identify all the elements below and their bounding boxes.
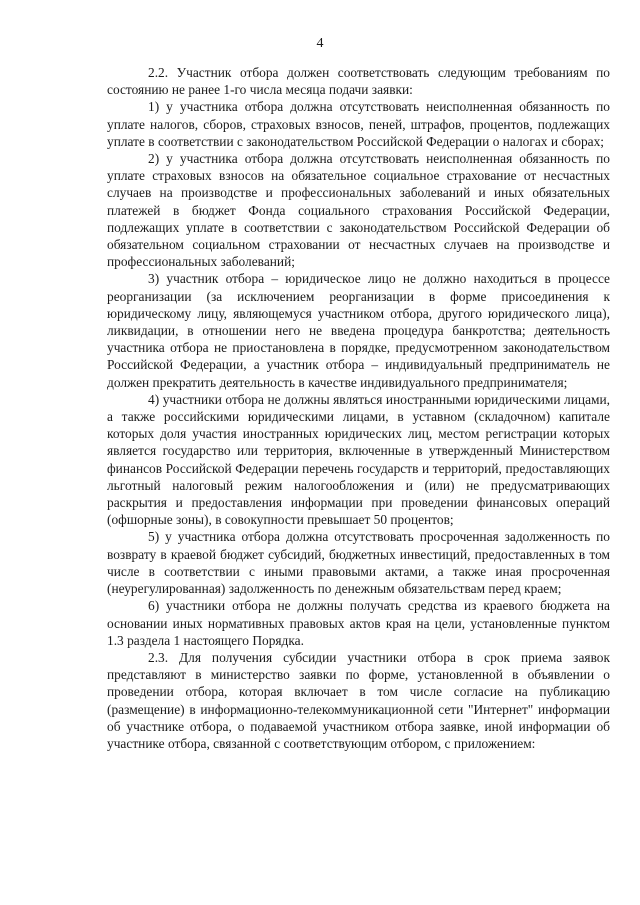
paragraph-2-3: 2.3. Для получения субсидии участники отбора в срок приема заявок представляют в министерство заявки по форме, установленной в объявлении о проведении отбора, которая включает в том числе согласие на публикацию (размещение) в информационно-телекоммуникационной сети "Интернет" информации об участнике отбора, о подаваемой участником отбора заявке, иной информации об участнике отбора, связанной с соответствующим отбором, с приложением:	[107, 649, 610, 751]
paragraph-item-1: 1) у участника отбора должна отсутствовать неисполненная обязанность по уплате налогов, сборов, страховых взносов, пеней, штрафов, процентов, подлежащих уплате в соответствии с законодательством Российской Федерации о налогах и сборах;	[107, 99, 610, 149]
paragraph-item-3: 3) участник отбора – юридическое лицо не должно находиться в процессе реорганизации (за исключением реорганизации в форме присоединения к юридическому лицу, являющемуся участником отбора, другого юридического лица), ликвидации, в отношении него не введена процедура банкротства; деятельность участника отбора не приостановлена в порядке, предусмотренном законодательством Российской Федерации, а участник отбора – индивидуальный предприниматель не должен прекратить деятельность в качестве индивидуального предпринимателя;	[107, 271, 610, 390]
paragraph-item-5: 5) у участника отбора должна отсутствовать просроченная задолженность по возврату в краевой бюджет субсидий, бюджетных инвестиций, предоставленных в том числе в соответствии с иными правовыми актами, а также иная просроченная (неурегулированная) задолженность по денежным обязательствам перед краем;	[107, 529, 610, 597]
page-number: 4	[316, 36, 324, 51]
document-body	[107, 64, 610, 752]
paragraph-item-6: 6) участники отбора не должны получать средства из краевого бюджета на основании иных нормативных правовых актов края на цели, установленные пунктом 1.3 раздела 1 настоящего Порядка.	[107, 598, 610, 648]
paragraph-2-2: 2.2. Участник отбора должен соответствовать следующим требованиям по состоянию не ранее 1-го числа месяца подачи заявки:	[107, 65, 610, 98]
paragraph-item-2: 2) у участника отбора должна отсутствовать неисполненная обязанность по уплате страховых взносов на обязательное социальное страхование от несчастных случаев на производстве и профессиональных заболеваний и иных обязательных платежей в бюджет Фонда социального страхования Российской Федерации, подлежащих уплате в соответствии с законодательством Российской Федерации об обязательном социальном страховании от несчастных случаев на производстве и профессиональных заболеваний;	[107, 151, 610, 270]
paragraph-item-4: 4) участники отбора не должны являться иностранными юридическими лицами, а также российскими юридическими лицами, в уставном (складочном) капитале которых доля участия иностранных юридических лиц, местом регистрации которых является государство или территория, включенные в утвержденный Министерством финансов Российской Федерации перечень государств и территорий, предоставляющих льготный налоговый режим налогообложения и (или) не предусматривающих раскрытия и предоставления информации при проведении финансовых операций (офшорные зоны), в совокупности превышает 50 процентов;	[107, 391, 610, 528]
